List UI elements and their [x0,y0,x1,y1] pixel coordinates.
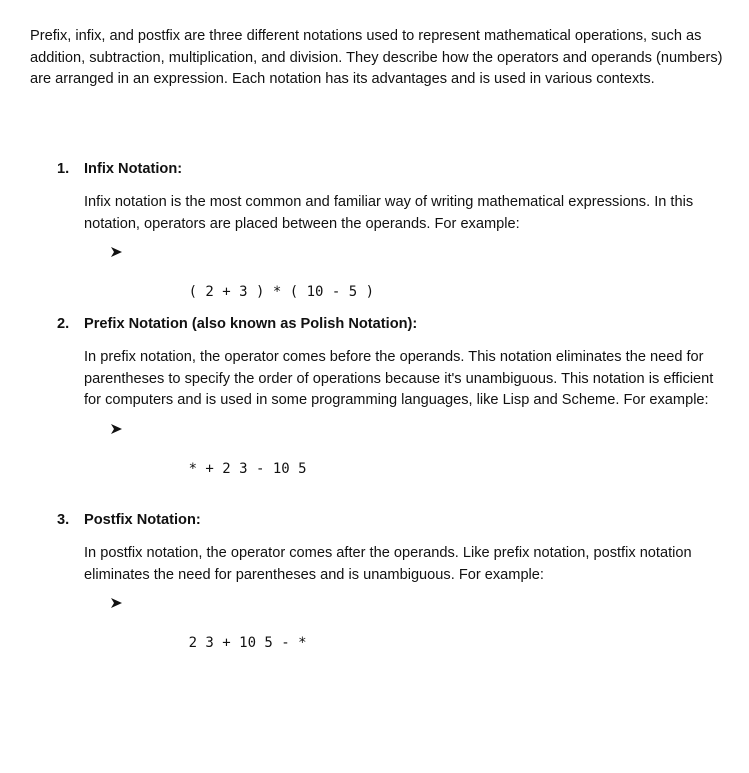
example-expression [30,593,730,673]
section-heading [30,314,730,335]
section-prefix [30,314,730,499]
example-text: * + 2 3 - 10 5 [188,460,307,477]
section-infix [30,159,730,322]
section-body: In prefix notation, the operator comes before the operands. This notation eliminates the need for parentheses to specify the order of operations because it's unambiguous. This notation is efficient for computers and is used in some programming languages, like Lisp and Scheme. For example: [84,349,714,408]
document-page [30,26,730,651]
section-number: 3. [57,512,70,528]
section-title: Prefix Notation (also known as Polish Notation): [84,316,418,332]
example-text: 2 3 + 10 5 - * [188,635,307,651]
intro-paragraph: Prefix, infix, and postfix are three different notations used to represent mathematical operations, such as addition, subtraction, multiplication, and division. They describe how the operators and operands (numbers) are arranged in an expression. Each notation has its advantages and is used in various contexts. [30,28,723,87]
section-heading [30,159,730,180]
example-expression [30,419,730,499]
section-body: Infix notation is the most common and familiar way of writing mathematical expressions. In this notation, operators are placed between the operands. For example: [84,194,694,232]
arrowhead-bullet-icon [111,247,122,257]
section-heading [30,510,730,531]
arrowhead-bullet-icon [111,598,122,608]
section-number: 1. [57,161,70,177]
example-expression [30,242,730,322]
section-title: Postfix Notation: [84,512,201,528]
section-number: 2. [57,316,70,332]
section-title: Infix Notation: [84,161,183,177]
section-postfix [30,510,730,673]
arrowhead-bullet-icon [111,424,122,434]
section-body: In postfix notation, the operator comes after the operands. Like prefix notation, postfix notation eliminates the need for parentheses and is unambiguous. For example: [84,545,692,583]
example-text: ( 2 + 3 ) * ( 10 - 5 ) [188,284,375,300]
